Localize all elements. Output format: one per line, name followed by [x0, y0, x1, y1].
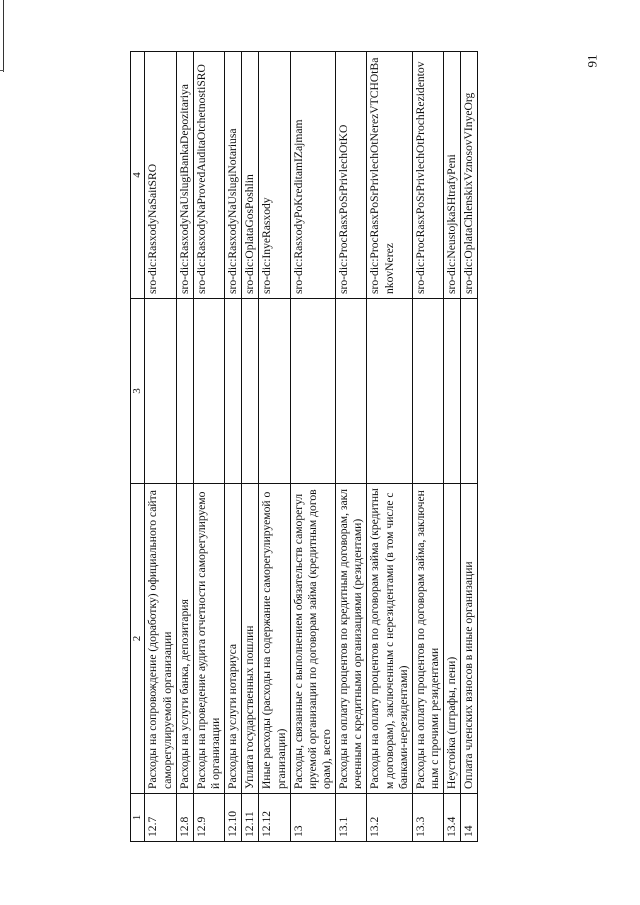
row-number: 13 — [290, 794, 335, 842]
scan-edge-mark — [3, 0, 4, 72]
header-col-4: 4 — [131, 52, 145, 299]
table-row — [193, 52, 224, 842]
data-table — [130, 51, 478, 842]
row-code: sro-dic:RasxodyNaProvedAuditaOtchetnostiSRO — [193, 52, 224, 299]
row-name: Уплата государственных пошлин — [242, 484, 259, 794]
row-name: Расходы, связанные с выполнением обязательств саморегулируемой организации по договорам займа (кредитным договорам), всего — [290, 484, 335, 794]
row-number: 13.1 — [336, 794, 367, 842]
row-col3 — [242, 299, 259, 484]
table-row — [242, 52, 259, 842]
row-number: 12.11 — [242, 794, 259, 842]
row-name: Расходы на оплату процентов по договорам займа (кредитным договорам), заключенным с нерезидентами (в том числе с банками-нерезидентами) — [367, 484, 412, 794]
row-col3 — [336, 299, 367, 484]
row-col3 — [290, 299, 335, 484]
row-name: Расходы на сопровождение (доработку) официального сайта саморегулируемой организации — [145, 484, 176, 794]
header-col-3: 3 — [131, 299, 145, 484]
row-number: 13.4 — [444, 794, 461, 842]
row-code: sro-dic:RasxodyNaSaitSRO — [145, 52, 176, 299]
row-name: Расходы на услуги нотариуса — [225, 484, 242, 794]
row-number: 12.9 — [193, 794, 224, 842]
row-name: Расходы на оплату процентов по кредитным договорам, заключенным с кредитными организациями (резидентами) — [336, 484, 367, 794]
row-col3 — [193, 299, 224, 484]
table-row — [225, 52, 242, 842]
row-name: Расходы на оплату процентов по договорам займа, заключенным с прочими резидентами — [412, 484, 443, 794]
row-code: sro-dic:RasxodyNaUslugiNotariusa — [225, 52, 242, 299]
table-row — [444, 52, 461, 842]
page-number: 91 — [584, 54, 600, 68]
scan-edge-tick — [0, 70, 4, 71]
row-code: sro-dic:RasxodyPoKreditamIZajmam — [290, 52, 335, 299]
row-number: 13.2 — [367, 794, 412, 842]
table-row — [336, 52, 367, 842]
row-number: 14 — [461, 794, 478, 842]
row-code: sro-dic:RasxodyNaUslugiBankaDepozitariya — [176, 52, 193, 299]
row-code: sro-dic:ProcRasxPoSrPrivlechOtNerezVTCHOtBankovNerez — [367, 52, 412, 299]
row-number: 12.12 — [259, 794, 290, 842]
row-code: sro-dic:ProcRasxPoSrPrivlechOtProchRezidentov — [412, 52, 443, 299]
row-number: 12.8 — [176, 794, 193, 842]
table-row — [367, 52, 412, 842]
row-col3 — [367, 299, 412, 484]
row-col3 — [412, 299, 443, 484]
table-row — [145, 52, 176, 842]
row-name: Неустойка (штрафы, пени) — [444, 484, 461, 794]
row-col3 — [225, 299, 242, 484]
row-col3 — [259, 299, 290, 484]
row-number: 13.3 — [412, 794, 443, 842]
header-col-1: 1 — [131, 794, 145, 842]
row-col3 — [444, 299, 461, 484]
row-code: sro-dic:OplataChlenskixVznosovVInyeOrg — [461, 52, 478, 299]
row-name: Иные расходы (расходы на содержание саморегулируемой организации) — [259, 484, 290, 794]
row-name: Расходы на проведение аудита отчетности саморегулируемой организации — [193, 484, 224, 794]
row-code: sro-dic:InyeRasxody — [259, 52, 290, 299]
table-row — [461, 52, 478, 842]
table-row — [412, 52, 443, 842]
row-code: sro-dic:NeustojkaSHtrafyPeni — [444, 52, 461, 299]
table-row — [259, 52, 290, 842]
row-name: Оплата членских взносов в иные организации — [461, 484, 478, 794]
row-code: sro-dic:OplataGosPoshlin — [242, 52, 259, 299]
row-col3 — [145, 299, 176, 484]
row-number: 12.10 — [225, 794, 242, 842]
row-number: 12.7 — [145, 794, 176, 842]
table-header-row — [131, 52, 145, 842]
table-row — [290, 52, 335, 842]
header-col-2: 2 — [131, 484, 145, 794]
row-name: Расходы на услуги банка, депозитария — [176, 484, 193, 794]
table-row — [176, 52, 193, 842]
row-col3 — [461, 299, 478, 484]
row-code: sro-dic:ProcRasxPoSrPrivlechOtKO — [336, 52, 367, 299]
rotated-table-wrapper — [130, 52, 478, 842]
row-col3 — [176, 299, 193, 484]
